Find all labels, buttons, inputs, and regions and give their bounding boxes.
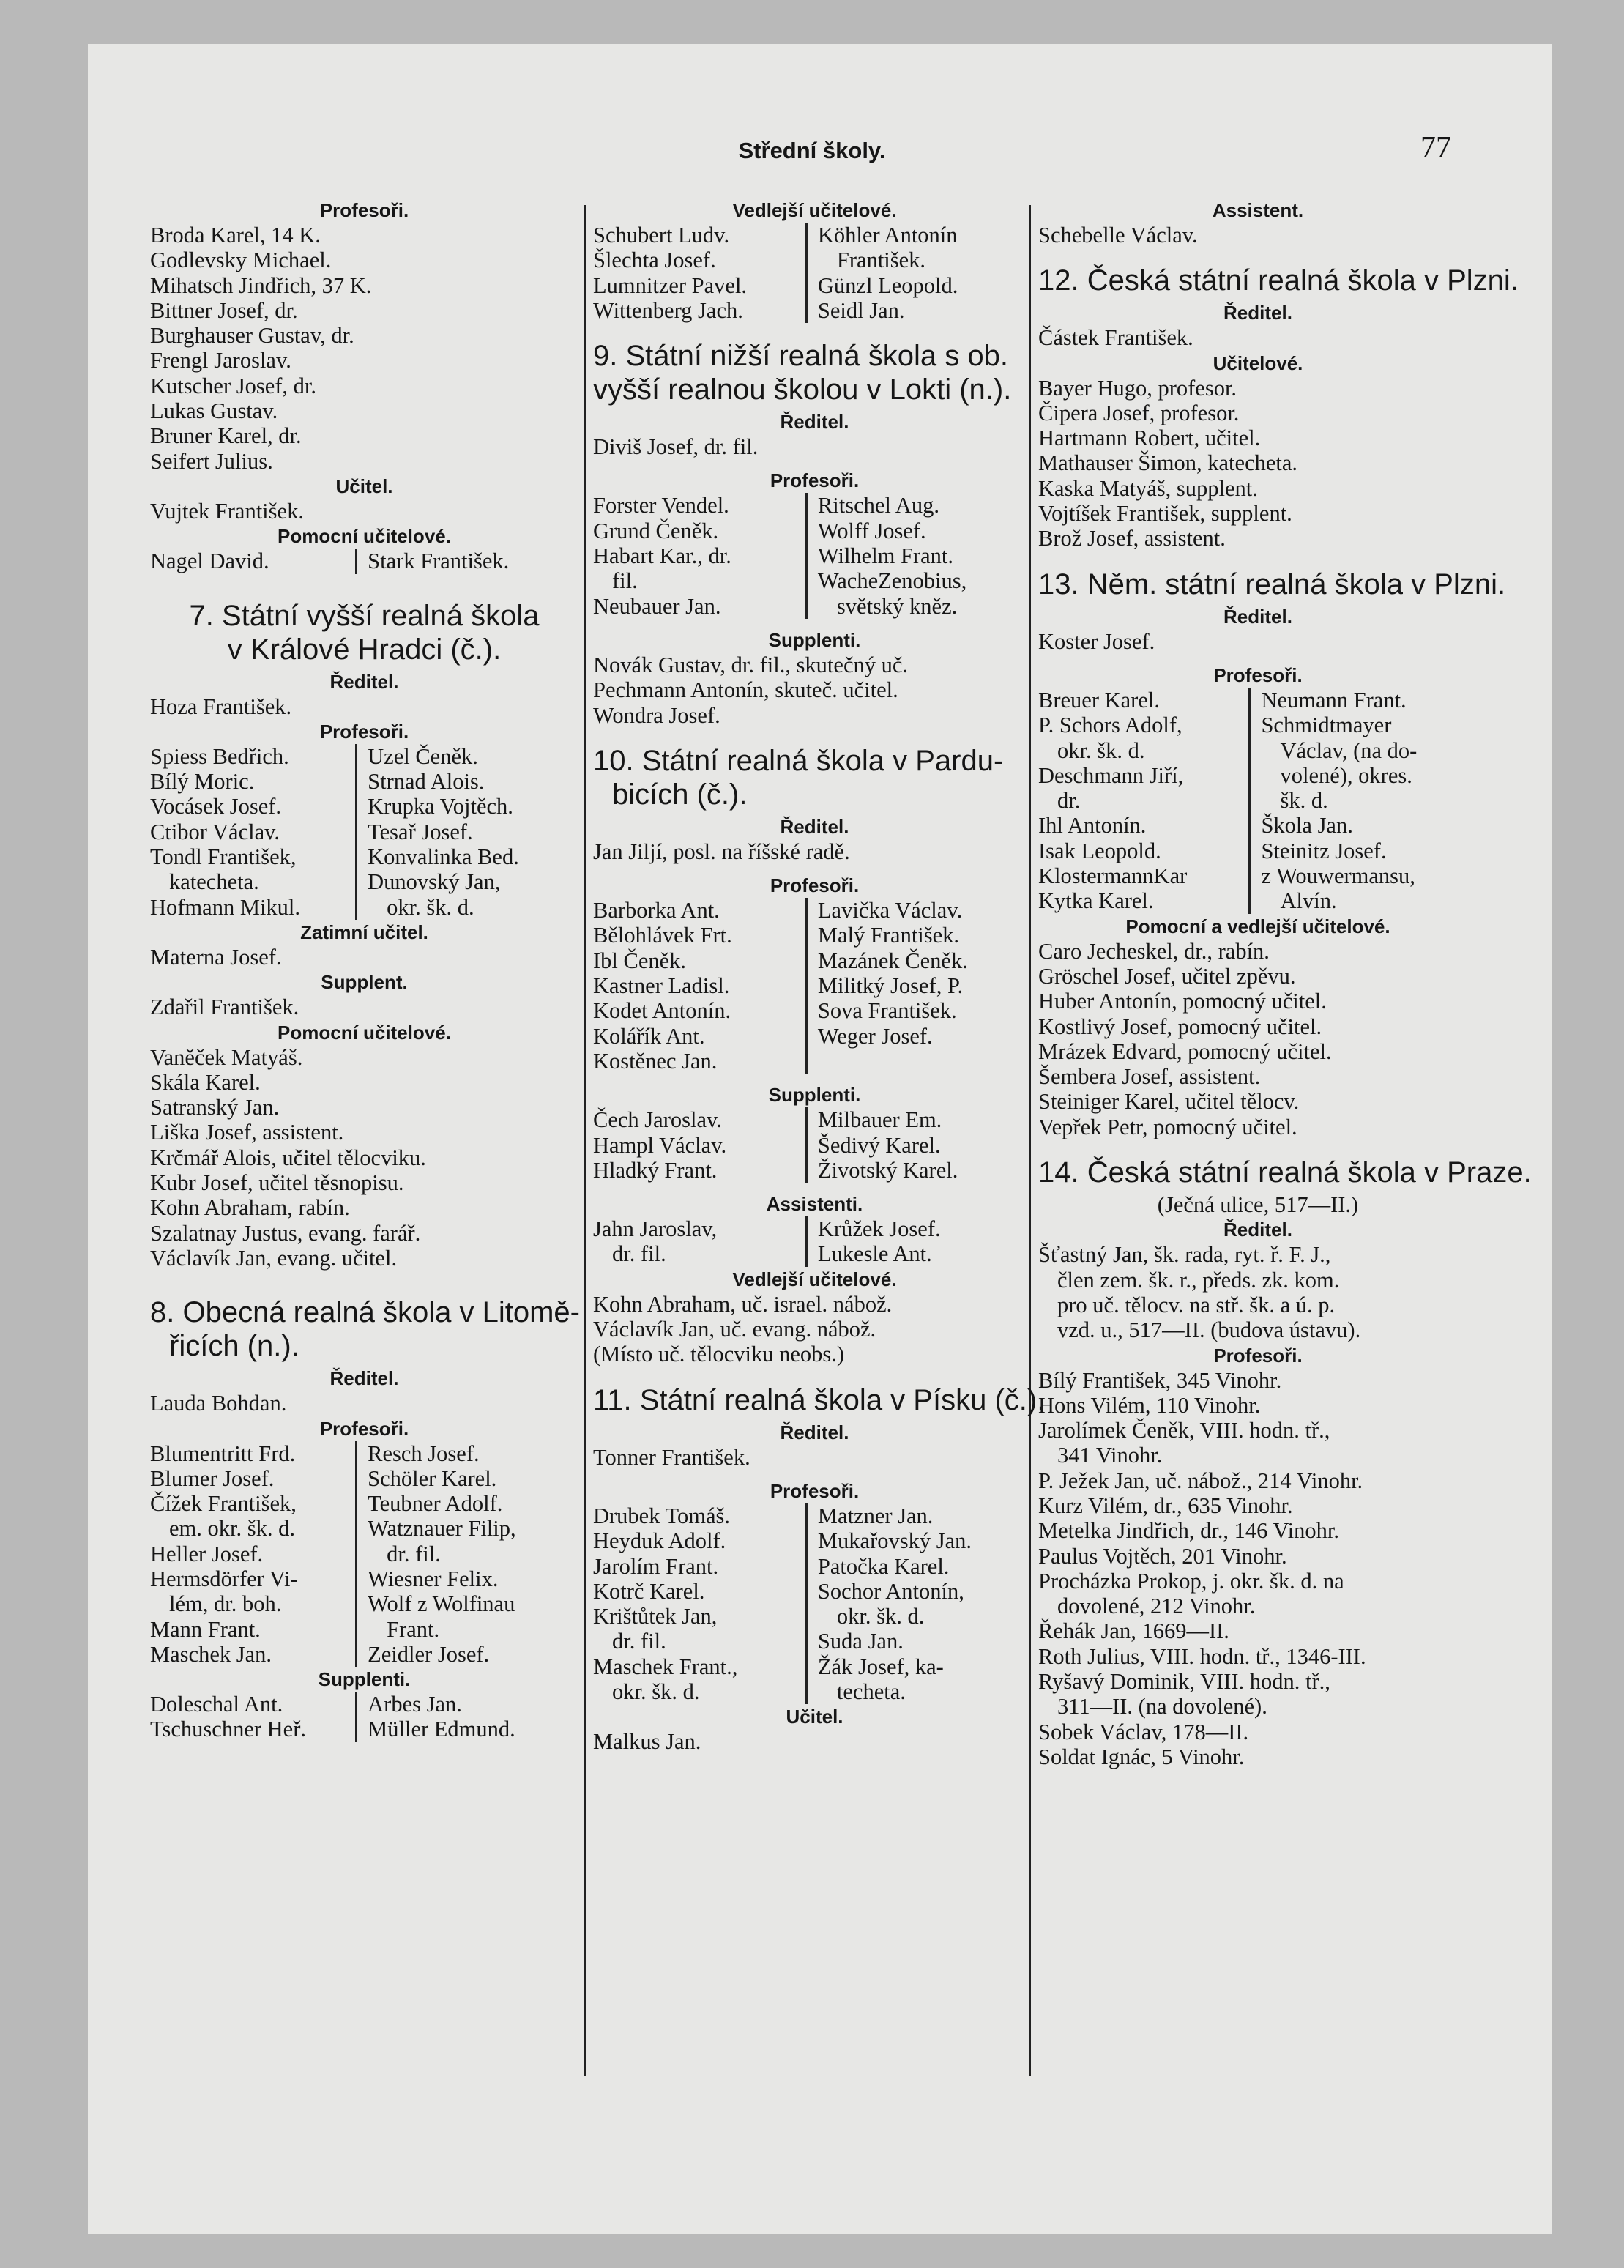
two-column-list <box>593 1216 1036 1267</box>
list-item: Bílý František, 345 Vinohr. <box>1038 1367 1282 1393</box>
list-left <box>150 1441 357 1667</box>
two-column-list <box>593 1107 1036 1183</box>
list-item: Bittner Josef, dr. <box>150 297 298 323</box>
list-left <box>593 493 808 618</box>
list-item: Paulus Vojtěch, 201 Vinohr. <box>1038 1543 1287 1569</box>
list-item: Neumann Frant. <box>1261 687 1407 713</box>
section-heading: Ředitel. <box>780 815 849 838</box>
column-2 <box>593 198 1046 1755</box>
list-item: Neubauer Jan. <box>593 593 721 619</box>
list-item: Mukařovský Jan. <box>817 1528 972 1554</box>
list-item: Kubr Josef, učitel těsnopisu. <box>150 1170 404 1196</box>
name-list <box>1038 325 1478 350</box>
list-right <box>818 898 1036 1074</box>
list-item: Kastner Ladisl. <box>593 973 730 999</box>
list-item: Mihatsch Jindřich, 37 K. <box>150 272 372 298</box>
list-item: P. Ježek Jan, uč. nábož., 214 Vinohr. <box>1038 1468 1363 1493</box>
name-list <box>1038 629 1478 654</box>
list-item: Tondl František, <box>150 844 297 870</box>
name-list <box>1038 1242 1478 1342</box>
list-item: Grund Čeněk. <box>593 518 719 543</box>
list-item: Isak Leopold. <box>1038 838 1161 863</box>
list-item: Kohn Abraham, uč. israel. nábož. <box>593 1291 893 1317</box>
section-heading: Zatimní učitel. <box>300 921 428 943</box>
list-item: Seifert Julius. <box>150 448 273 474</box>
section-heading: Ředitel. <box>780 1421 849 1443</box>
list-item: Jahn Jaroslav, <box>593 1216 718 1242</box>
list-item: Ibl Čeněk. <box>593 948 687 973</box>
list-item: Kostěnec Jan. <box>593 1048 718 1074</box>
list-left <box>150 744 357 920</box>
section-heading: Profesoři. <box>1213 663 1303 686</box>
list-item: Krůžek Josef. <box>817 1216 941 1242</box>
list-item: Godlevsky Michael. <box>150 248 332 273</box>
list-item: Blumentritt Frd. <box>150 1440 296 1466</box>
list-item: Bělohlávek Frt. <box>593 923 732 948</box>
list-item: Steinitz Josef. <box>1261 838 1387 863</box>
list-item: Vojtíšek František, supplent. <box>1038 501 1292 527</box>
list-item: Jarolímek Čeněk, VIII. hodn. tř., <box>1038 1418 1330 1443</box>
list-item: KlostermannKar <box>1038 863 1188 889</box>
two-column-list <box>593 898 1036 1074</box>
list-item: Bayer Hugo, profesor. <box>1038 375 1237 401</box>
list-item: Schubert Ludv. <box>593 223 730 248</box>
list-item: Steiniger Karel, učitel tělocv. <box>1038 1089 1300 1115</box>
list-item: vzd. u., 517—II. (budova ústavu). <box>1057 1317 1361 1343</box>
list-item: Skála Karel. <box>150 1069 261 1095</box>
list-item: Novák Gustav, dr. fil., skutečný uč. <box>593 652 909 677</box>
list-item: Kaska Matyáš, supplent. <box>1038 475 1258 501</box>
list-item: P. Schors Adolf, <box>1038 713 1182 738</box>
name-list <box>593 1292 1036 1367</box>
name-list <box>1038 939 1478 1139</box>
list-item: Lumnitzer Pavel. <box>593 272 748 298</box>
section-heading: Ředitel. <box>329 670 399 693</box>
list-right <box>818 1503 1036 1704</box>
list-item: Ritschel Aug. <box>817 493 939 518</box>
school-title <box>593 1383 1046 1417</box>
list-item: Koster Josef. <box>1038 628 1155 654</box>
list-item: Deschmann Jiří, <box>1038 762 1184 788</box>
list-item: Wiesner Felix. <box>368 1566 499 1591</box>
list-item: Mazánek Čeněk. <box>817 948 968 973</box>
list-item: dr. fil. <box>612 1241 666 1267</box>
list-item: Szalatnay Justus, evang. farář. <box>150 1220 421 1246</box>
school-title <box>1038 264 1519 297</box>
two-column-list <box>593 223 1036 323</box>
list-item: dr. fil. <box>387 1541 441 1566</box>
list-item: 7. Státní vyšší realná škola <box>189 599 540 632</box>
list-item: Wilhelm Frant. <box>817 543 954 569</box>
list-item: volené), okres. <box>1280 762 1412 788</box>
list-right <box>368 549 578 573</box>
list-item: 9. Státní nižší realná škola s ob. <box>593 340 1008 373</box>
list-item: Šembera Josef, assistent. <box>1038 1064 1261 1090</box>
list-item: Čech Jaroslav. <box>593 1107 722 1133</box>
page-number: 77 <box>1420 131 1451 165</box>
school-title <box>1038 1156 1532 1189</box>
list-item: Matzner Jan. <box>817 1503 934 1528</box>
list-item: Schebelle Václav. <box>1038 223 1198 248</box>
list-item: WacheZenobius, <box>817 568 967 594</box>
list-item: Kodet Antonín. <box>593 998 731 1024</box>
name-list <box>1038 223 1478 248</box>
list-item: okr. šk. d. <box>836 1604 925 1629</box>
list-item: 341 Vinohr. <box>1057 1443 1163 1468</box>
name-list <box>593 1445 1036 1470</box>
list-item: Seidl Jan. <box>817 297 905 323</box>
two-column-list <box>593 493 1036 618</box>
list-item: Kurz Vilém, dr., 635 Vinohr. <box>1038 1492 1293 1518</box>
list-left <box>593 1107 808 1183</box>
list-left <box>150 1692 357 1742</box>
list-item: 13. Něm. státní realná škola v Plzni. <box>1038 568 1506 601</box>
section-heading: Profesoři. <box>319 720 409 743</box>
section-heading: Supplenti. <box>318 1668 411 1691</box>
list-item: Blumer Josef. <box>150 1465 275 1491</box>
list-item: Šlechta Josef. <box>593 248 716 273</box>
list-item: Sova František. <box>817 998 957 1024</box>
list-item: Vaněček Matyáš. <box>150 1044 303 1070</box>
list-item: Patočka Karel. <box>817 1553 950 1579</box>
list-item: Malý František. <box>817 923 960 948</box>
page-header: Střední školy. <box>738 138 886 163</box>
section-heading: Profesoři. <box>770 1479 860 1502</box>
list-item: Tonner František. <box>593 1444 750 1470</box>
list-item: Čipera Josef, profesor. <box>1038 400 1240 425</box>
section-heading: Assistent. <box>1212 199 1304 221</box>
list-item: Nagel David. <box>150 549 269 574</box>
section-heading: Učitel. <box>786 1706 843 1728</box>
list-item: techeta. <box>836 1678 906 1704</box>
list-item: Kostlivý Josef, pomocný učitel. <box>1038 1014 1322 1039</box>
list-item: Vepřek Petr, pomocný učitel. <box>1038 1114 1297 1139</box>
list-item: Žák Josef, ka- <box>817 1654 944 1679</box>
list-item: Soldat Ignác, 5 Vinohr. <box>1038 1744 1245 1769</box>
list-item: dr. <box>1057 788 1081 814</box>
list-item: Suda Jan. <box>817 1629 904 1654</box>
name-list <box>1038 1368 1478 1770</box>
school-address: (Ječná ulice, 517—II.) <box>1157 1192 1359 1218</box>
section-heading: Profesoři. <box>770 469 860 492</box>
list-item: 12. Česká státní realná škola v Plzni. <box>1038 264 1519 297</box>
list-item: 11. Státní realná škola v Písku (č.). <box>593 1383 1046 1416</box>
list-item: Spiess Bedřich. <box>150 743 289 769</box>
two-column-list <box>150 1441 578 1667</box>
list-item: Krčmář Alois, učitel tělocviku. <box>150 1145 426 1170</box>
list-item: Drubek Tomáš. <box>593 1503 731 1528</box>
list-right <box>818 223 1036 323</box>
list-item: Wondra Josef. <box>593 702 720 728</box>
name-list <box>1038 376 1478 551</box>
list-item: Hampl Václav. <box>593 1132 727 1158</box>
list-item: Brož Josef, assistent. <box>1038 526 1226 551</box>
list-item: Sochor Antonín, <box>817 1578 964 1604</box>
list-item: člen zem. šk. r., předs. zk. kom. <box>1057 1267 1340 1293</box>
list-item: Heyduk Adolf. <box>593 1528 726 1554</box>
list-item: Mann Frant. <box>150 1616 261 1642</box>
list-item: Hladký Frant. <box>593 1157 718 1183</box>
list-item: Hoza František. <box>150 694 292 719</box>
list-item: katecheta. <box>169 869 259 895</box>
list-left <box>593 1503 808 1704</box>
list-item: Broda Karel, 14 K. <box>150 223 321 248</box>
list-right <box>818 1216 1036 1267</box>
section-heading: Učitelové. <box>1213 352 1303 374</box>
section-heading: Vedlejší učitelové. <box>732 1268 897 1290</box>
section-heading: Ředitel. <box>1223 302 1292 324</box>
list-item: v Králové Hradci (č.). <box>227 633 502 666</box>
list-item: Alvín. <box>1280 888 1337 914</box>
list-item: dr. fil. <box>612 1629 666 1654</box>
list-item: Ctibor Václav. <box>150 819 280 844</box>
list-item: Kytka Karel. <box>1038 888 1154 914</box>
list-item: Bílý Moric. <box>150 769 255 795</box>
list-right <box>818 1107 1036 1183</box>
section-heading: Ředitel. <box>329 1367 399 1390</box>
list-item: Satranský Jan. <box>150 1095 280 1120</box>
list-item: Čížek František, <box>150 1491 297 1517</box>
list-right <box>368 1692 578 1742</box>
list-item: Roth Julius, VIII. hodn. tř., 1346-III. <box>1038 1643 1366 1669</box>
list-item: řicích (n.). <box>169 1330 299 1363</box>
list-item: Vujtek František. <box>150 498 304 524</box>
section-heading: Ředitel. <box>1223 605 1292 628</box>
school-title <box>593 744 1036 811</box>
list-item: Weger Josef. <box>817 1023 933 1049</box>
list-item: Konvalinka Bed. <box>368 844 519 870</box>
list-item: okr. šk. d. <box>612 1678 700 1704</box>
list-right <box>368 744 578 920</box>
list-item: Lavička Václav. <box>817 898 963 923</box>
school-title <box>593 339 1036 406</box>
list-right <box>1261 688 1478 914</box>
list-item: Šedivý Karel. <box>817 1132 941 1158</box>
list-item: Mathauser Šimon, katecheta. <box>1038 450 1298 476</box>
list-item: Gröschel Josef, učitel zpěvu. <box>1038 963 1296 989</box>
list-item: Škola Jan. <box>1261 813 1353 839</box>
list-item: Krištůtek Jan, <box>593 1604 718 1629</box>
list-item: Stark František. <box>368 549 510 574</box>
list-item: Uzel Čeněk. <box>368 743 478 769</box>
list-item: Caro Jecheskel, dr., rabín. <box>1038 938 1270 964</box>
list-item: Hons Vilém, 110 Vinohr. <box>1038 1392 1261 1418</box>
two-column-list <box>150 549 578 573</box>
list-item: Schmidtmayer <box>1261 713 1392 738</box>
name-list <box>593 652 1036 728</box>
list-item: Řehák Jan, 1669—II. <box>1038 1618 1229 1644</box>
section-heading: Supplenti. <box>768 1084 861 1107</box>
list-item: Sobek Václav, 178—II. <box>1038 1719 1249 1744</box>
name-list <box>150 499 578 524</box>
list-item: Zdařil František. <box>150 994 299 1020</box>
list-item: Bruner Karel, dr. <box>150 423 302 449</box>
list-item: Watznauer Filip, <box>368 1516 516 1542</box>
name-list <box>150 694 578 719</box>
list-item: Ihl Antonín. <box>1038 813 1147 839</box>
list-right <box>818 493 1036 618</box>
list-item: Životský Karel. <box>817 1157 958 1183</box>
list-left <box>593 223 808 323</box>
section-heading: Profesoři. <box>770 874 860 897</box>
section-heading: Pomocní učitelové. <box>278 525 451 548</box>
school-title <box>150 1295 578 1363</box>
list-item: Forster Vendel. <box>593 493 729 518</box>
list-item: Procházka Prokop, j. okr. šk. d. na <box>1038 1568 1344 1594</box>
list-item: Hartmann Robert, učitel. <box>1038 425 1261 451</box>
list-item: Hermsdörfer Vi- <box>150 1566 298 1591</box>
list-item: Müller Edmund. <box>368 1717 515 1742</box>
column-1 <box>150 198 578 1742</box>
list-item: Wittenberg Jach. <box>593 297 743 323</box>
section-heading: Profesoři. <box>319 1417 409 1440</box>
section-heading: Assistenti. <box>766 1193 863 1216</box>
name-list <box>150 994 578 1019</box>
list-item: Maschek Frant., <box>593 1654 738 1679</box>
list-item: Kolářík Ant. <box>593 1023 705 1049</box>
list-item: 311—II. (na dovolené). <box>1057 1694 1267 1719</box>
list-item: Jan Jiljí, posl. na říšské radě. <box>593 839 850 864</box>
list-item: Liška Josef, assistent. <box>150 1120 344 1145</box>
list-item: Lukas Gustav. <box>150 398 278 424</box>
name-list <box>593 434 1036 459</box>
section-heading: Ředitel. <box>1223 1219 1292 1241</box>
list-item: Arbes Jan. <box>368 1692 462 1717</box>
list-item: Václav, (na do- <box>1280 737 1418 763</box>
school-title <box>1038 568 1506 601</box>
list-item: Maschek Jan. <box>150 1641 272 1667</box>
list-item: Doleschal Ant. <box>150 1692 283 1717</box>
two-column-list <box>1038 688 1478 914</box>
section-heading: Profesoři. <box>1213 1344 1303 1367</box>
list-item: Günzl Leopold. <box>817 272 958 298</box>
list-item: dovolené, 212 Vinohr. <box>1057 1594 1256 1619</box>
list-item: Kutscher Josef, dr. <box>150 373 317 398</box>
list-item: bicích (č.). <box>612 778 748 811</box>
list-item: Huber Antonín, pomocný učitel. <box>1038 989 1327 1014</box>
list-item: pro uč. tělocv. na stř. šk. a ú. p. <box>1057 1292 1336 1317</box>
list-item: vyšší realnou školou v Lokti (n.). <box>593 373 1012 406</box>
list-left <box>1038 688 1251 914</box>
list-item: Malkus Jan. <box>593 1729 701 1755</box>
two-column-list <box>593 1503 1036 1704</box>
section-heading: Supplenti. <box>768 628 861 651</box>
list-item: Zeidler Josef. <box>368 1641 490 1667</box>
list-item: světský kněz. <box>836 593 958 619</box>
name-list <box>150 223 578 474</box>
list-item: Kotrč Karel. <box>593 1578 705 1604</box>
list-item: Lauda Bohdan. <box>150 1391 287 1416</box>
column-3 <box>1038 198 1532 1769</box>
list-item: Frant. <box>387 1616 440 1642</box>
list-item: Ryšavý Dominik, VIII. hodn. tř., <box>1038 1669 1330 1695</box>
list-item: em. okr. šk. d. <box>169 1516 295 1542</box>
list-item: Metelka Jindřich, dr., 146 Vinohr. <box>1038 1518 1340 1544</box>
list-item: Tesař Josef. <box>368 819 473 844</box>
list-item: Strnad Alois. <box>368 769 485 795</box>
list-item: Hofmann Mikul. <box>150 894 301 920</box>
list-item: okr. šk. d. <box>387 894 474 920</box>
list-left <box>593 1216 808 1267</box>
list-item: Václavík Jan, evang. učitel. <box>150 1245 398 1271</box>
list-item: Milbauer Em. <box>817 1107 942 1133</box>
list-item: Köhler Antonín <box>817 223 958 248</box>
section-heading: Učitel. <box>335 475 393 497</box>
list-item: 8. Obecná realná škola v Litomě- <box>150 1296 580 1329</box>
list-item: Burghauser Gustav, dr. <box>150 323 354 349</box>
school-title <box>150 599 578 666</box>
section-heading: Supplent. <box>321 971 408 994</box>
list-item: Barborka Ant. <box>593 898 720 923</box>
name-list <box>593 1729 1036 1754</box>
list-item: František. <box>836 248 926 273</box>
list-left <box>150 549 357 573</box>
name-list <box>150 1045 578 1271</box>
list-item: Václavík Jan, uč. evang. nábož. <box>593 1317 876 1342</box>
list-item: fil. <box>612 568 638 594</box>
list-item: Wolff Josef. <box>817 518 926 543</box>
section-heading: Ředitel. <box>780 411 849 434</box>
list-item: Heller Josef. <box>150 1541 264 1566</box>
list-item: Pechmann Antonín, skuteč. učitel. <box>593 677 898 703</box>
list-item: z Wouwermansu, <box>1261 863 1415 889</box>
two-column-list <box>150 1692 578 1742</box>
list-item: Breuer Karel. <box>1038 687 1160 713</box>
list-item: Šťastný Jan, šk. rada, ryt. ř. F. J., <box>1038 1242 1331 1268</box>
list-item: okr. šk. d. <box>1057 737 1145 763</box>
list-item: Wolf z Wolfinau <box>368 1591 515 1617</box>
list-item: Frengl Jaroslav. <box>150 348 291 373</box>
section-heading: Profesoři. <box>319 199 409 221</box>
list-item: Schöler Karel. <box>368 1465 497 1491</box>
list-item: 14. Česká státní realná škola v Praze. <box>1038 1156 1532 1189</box>
list-item: 10. Státní realná škola v Pardu- <box>593 744 1004 777</box>
list-right <box>368 1441 578 1667</box>
list-item: Kohn Abraham, rabín. <box>150 1195 350 1221</box>
two-column-list <box>150 744 578 920</box>
list-item: Militký Josef, P. <box>817 973 964 999</box>
list-item: Teubner Adolf. <box>368 1491 503 1517</box>
list-left <box>593 898 808 1074</box>
list-item: Krupka Vojtěch. <box>368 794 513 819</box>
column-divider-left <box>584 205 586 2076</box>
list-item: (Místo uč. tělocviku neobs.) <box>593 1342 845 1367</box>
section-heading: Vedlejší učitelové. <box>732 199 897 221</box>
list-item: Tschuschner Heř. <box>150 1717 306 1742</box>
section-heading: Pomocní a vedlejší učitelové. <box>1125 915 1390 937</box>
list-item: Lukesle Ant. <box>817 1241 932 1267</box>
name-list <box>150 945 578 970</box>
list-item: Jarolím Frant. <box>593 1553 719 1579</box>
list-item: šk. d. <box>1280 788 1328 814</box>
list-item: Mrázek Edvard, pomocný učitel. <box>1038 1038 1332 1064</box>
list-item: Materna Josef. <box>150 944 282 970</box>
name-list <box>593 839 1036 864</box>
section-heading: Pomocní učitelové. <box>278 1021 451 1044</box>
list-item: Částek František. <box>1038 325 1193 351</box>
list-item: Dunovský Jan, <box>368 869 501 895</box>
list-item: Habart Kar., dr. <box>593 543 731 569</box>
name-list <box>150 1391 578 1416</box>
list-item: Resch Josef. <box>368 1440 480 1466</box>
list-item: Diviš Josef, dr. fil. <box>593 434 759 460</box>
list-item: Vocásek Josef. <box>150 794 282 819</box>
list-item: lém, dr. boh. <box>169 1591 282 1617</box>
